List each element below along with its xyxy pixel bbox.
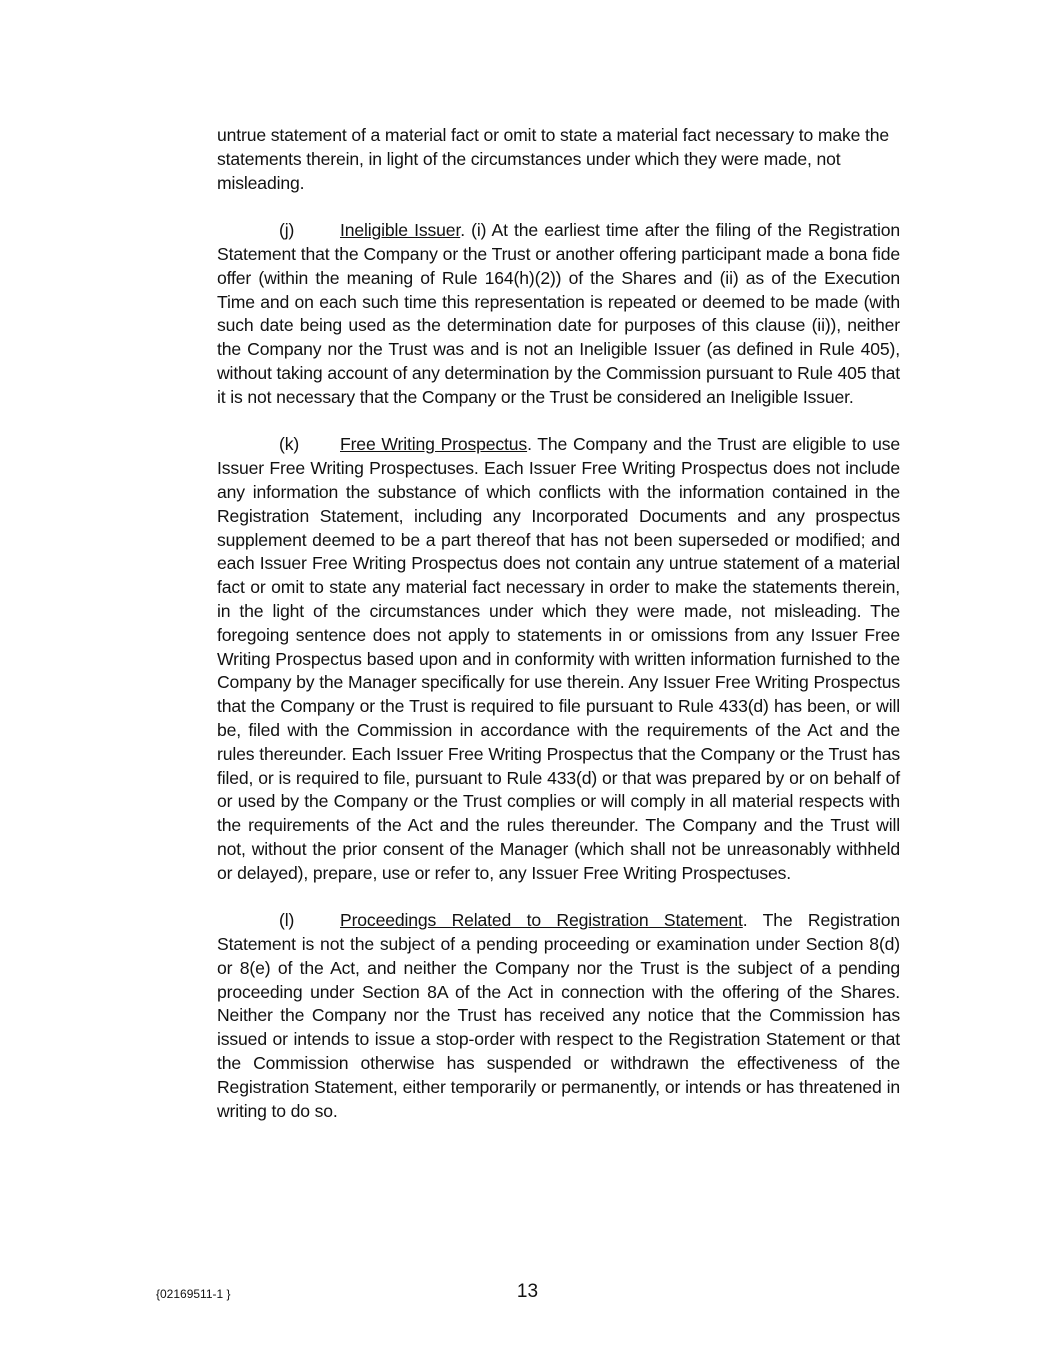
- section-k-number: (k): [279, 434, 300, 455]
- section-j-paragraph: [217, 219, 900, 409]
- section-l-text: . The Registration Statement is not the subject of a pending proceeding or examination under Section 8(d) or 8(e) of the Act, and neither the Company nor the Trust is the subject of a pending proceeding under Section 8A of the Act in connection with the offering of the Shares. Neither the Company nor the Trust has received any notice that the Commission has issued or intends to issue a stop-order with respect to the Registration Statement or that the Commission otherwise has suspended or withdrawn the effectiveness of the Registration Statement, either temporarily or permanently, or intends or has threatened in writing to do so.: [217, 910, 901, 1121]
- section-j-number: (j): [279, 220, 295, 241]
- section-k-paragraph: [217, 433, 900, 885]
- section-l-number: (l): [279, 910, 295, 931]
- section-j-heading: Ineligible Issuer: [340, 220, 461, 241]
- opening-paragraph: untrue statement of a material fact or omit to state a material fact necessary to make the statements therein, in light of the circumstances under which they were made, not misleading.: [217, 125, 889, 193]
- footer-document-id: {02169511-1 }: [156, 1287, 231, 1301]
- page-number: 13: [516, 1281, 539, 1302]
- section-l-paragraph: [217, 909, 900, 1123]
- document-body: [217, 124, 900, 1147]
- section-k-text: . The Company and the Trust are eligible to use Issuer Free Writing Prospectuses. Each Issuer Free Writing Prospectus does not include any information the substance of which conflicts with the information contained in the Registration Statement, including any Incorporated Documents and any prospectus supplement deemed to be a part thereof that has not been superseded or modified; and each Issuer Free Writing Prospectus does not contain any untrue statement of a material fact or omit to state any material fact necessary in order to make the statements therein, in the light of the circumstances under which they were made, not misleading. The foregoing sentence does not apply to statements in or omissions from any Issuer Free Writing Prospectus based upon and in conformity with written information furnished to the Company by the Manager specifically for use therein. Any Issuer Free Writing Prospectus that the Company or the Trust is required to file pursuant to Rule 433(d) has been, or will be, filed with the Commission in accordance with the requirements of the Act and the rules thereunder. Each Issuer Free Writing Prospectus that the Company or the Trust has filed, or is required to file, pursuant to Rule 433(d) or that was prepared by or on behalf of or used by the Company or the Trust complies or will comply in all material respects with the requirements of the Act and the rules thereunder. The Company and the Trust will not, without the prior consent of the Manager (which shall not be unreasonably withheld or delayed), prepare, use or refer to, any Issuer Free Writing Prospectuses.: [217, 434, 900, 883]
- section-l-heading: Proceedings Related to Registration Statement: [340, 910, 743, 931]
- section-j-text: . (i) At the earliest time after the filing of the Registration Statement that the Company or the Trust or another offering participant made a bona fide offer (within the meaning of Rule 164(h)(2)) of the Shares and (ii) as of the Execution Time and on each such time this representation is repeated or deemed to be made (with such date being used as the determination date for purposes of this clause (ii)), neither the Company nor the Trust was and is not an Ineligible Issuer (as defined in Rule 405), without taking account of any determination by the Commission pursuant to Rule 405 that it is not necessary that the Company or the Trust be considered an Ineligible Issuer.: [217, 220, 900, 407]
- section-k-heading: Free Writing Prospectus: [340, 434, 528, 455]
